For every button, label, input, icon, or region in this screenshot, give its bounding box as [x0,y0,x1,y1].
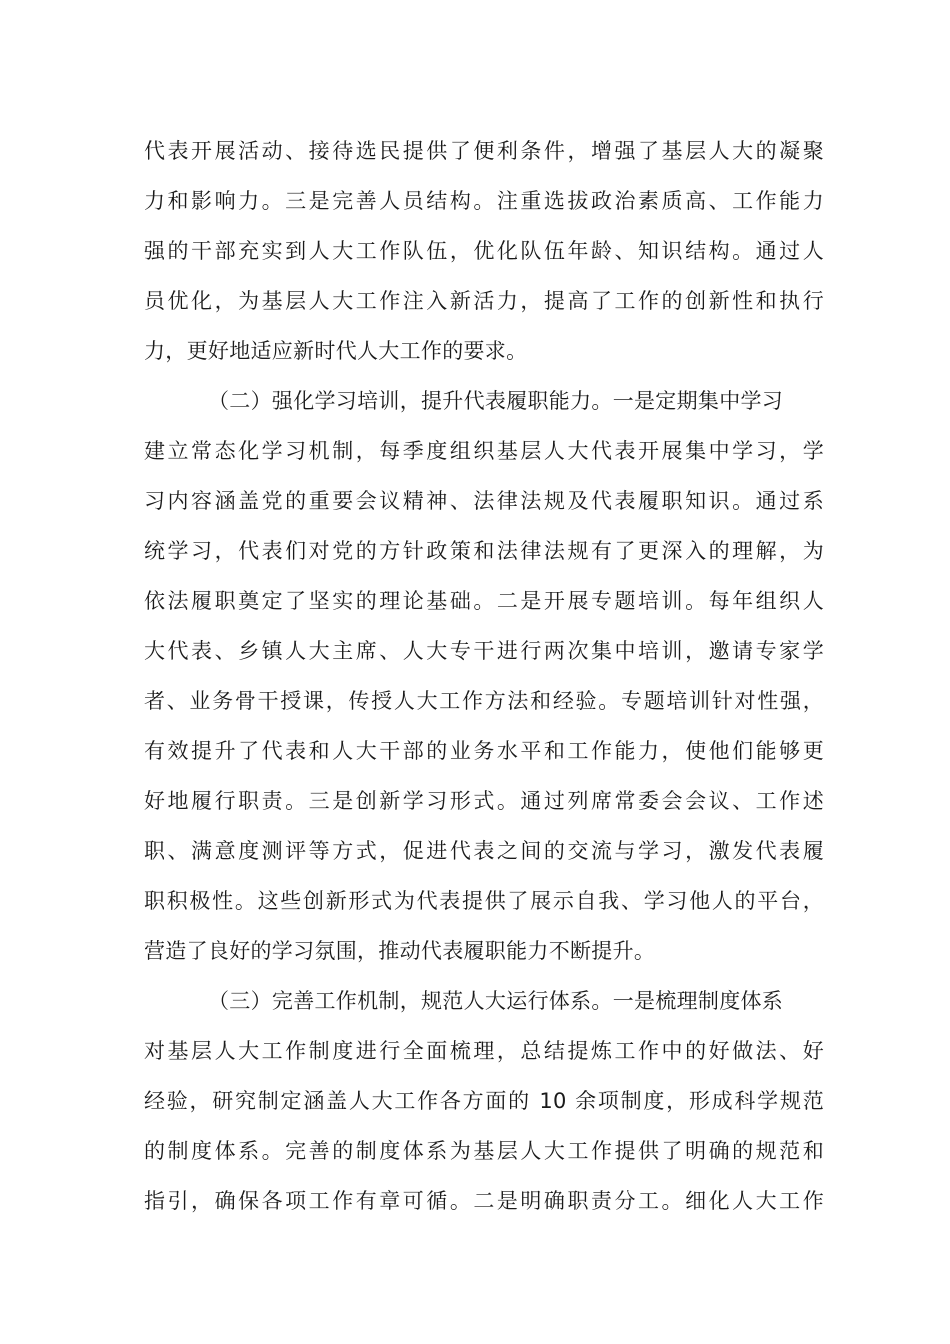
paragraph-line: 营造了良好的学习氛围，推动代表履职能力不断提升。 [144,939,656,963]
paragraph-line: 依法履职奠定了坚实的理论基础。二是开展专题培训。每年组织人 [144,589,824,613]
paragraph-line: 力，更好地适应新时代人大工作的要求。 [144,339,528,363]
paragraph-heading-line: （二）强化学习培训，提升代表履职能力。一是定期集中学习 [208,389,784,413]
paragraph-line: 者、业务骨干授课，传授人大工作方法和经验。专题培训针对性强， [144,689,824,713]
paragraph-line: 建立常态化学习机制，每季度组织基层人大代表开展集中学习，学 [144,439,824,463]
paragraph-line: 有效提升了代表和人大干部的业务水平和工作能力，使他们能够更 [144,739,824,763]
paragraph-line: 的制度体系。完善的制度体系为基层人大工作提供了明确的规范和 [144,1139,824,1163]
paragraph-line: 力和影响力。三是完善人员结构。注重选拔政治素质高、工作能力 [144,189,824,213]
paragraph-heading-line: （三）完善工作机制，规范人大运行体系。一是梳理制度体系 [208,989,784,1013]
paragraph-line: 指引，确保各项工作有章可循。二是明确职责分工。细化人大工作 [144,1189,824,1213]
paragraph-line: 代表开展活动、接待选民提供了便利条件，增强了基层人大的凝聚 [144,139,824,163]
paragraph-line: 职积极性。这些创新形式为代表提供了展示自我、学习他人的平台， [144,889,824,913]
paragraph-line: 经验，研究制定涵盖人大工作各方面的 10 余项制度，形成科学规范 [144,1089,824,1113]
paragraph-line: 员优化，为基层人大工作注入新活力，提高了工作的创新性和执行 [144,289,824,313]
paragraph-line: 习内容涵盖党的重要会议精神、法律法规及代表履职知识。通过系 [144,489,824,513]
paragraph-line: 强的干部充实到人大工作队伍，优化队伍年龄、知识结构。通过人 [144,239,824,263]
paragraph-line: 统学习，代表们对党的方针政策和法律法规有了更深入的理解，为 [144,539,824,563]
paragraph-line: 对基层人大工作制度进行全面梳理，总结提炼工作中的好做法、好 [144,1039,824,1063]
paragraph-line: 大代表、乡镇人大主席、人大专干进行两次集中培训，邀请专家学 [144,639,824,663]
paragraph-line: 好地履行职责。三是创新学习形式。通过列席常委会会议、工作述 [144,789,824,813]
paragraph-line: 职、满意度测评等方式，促进代表之间的交流与学习，激发代表履 [144,839,824,863]
